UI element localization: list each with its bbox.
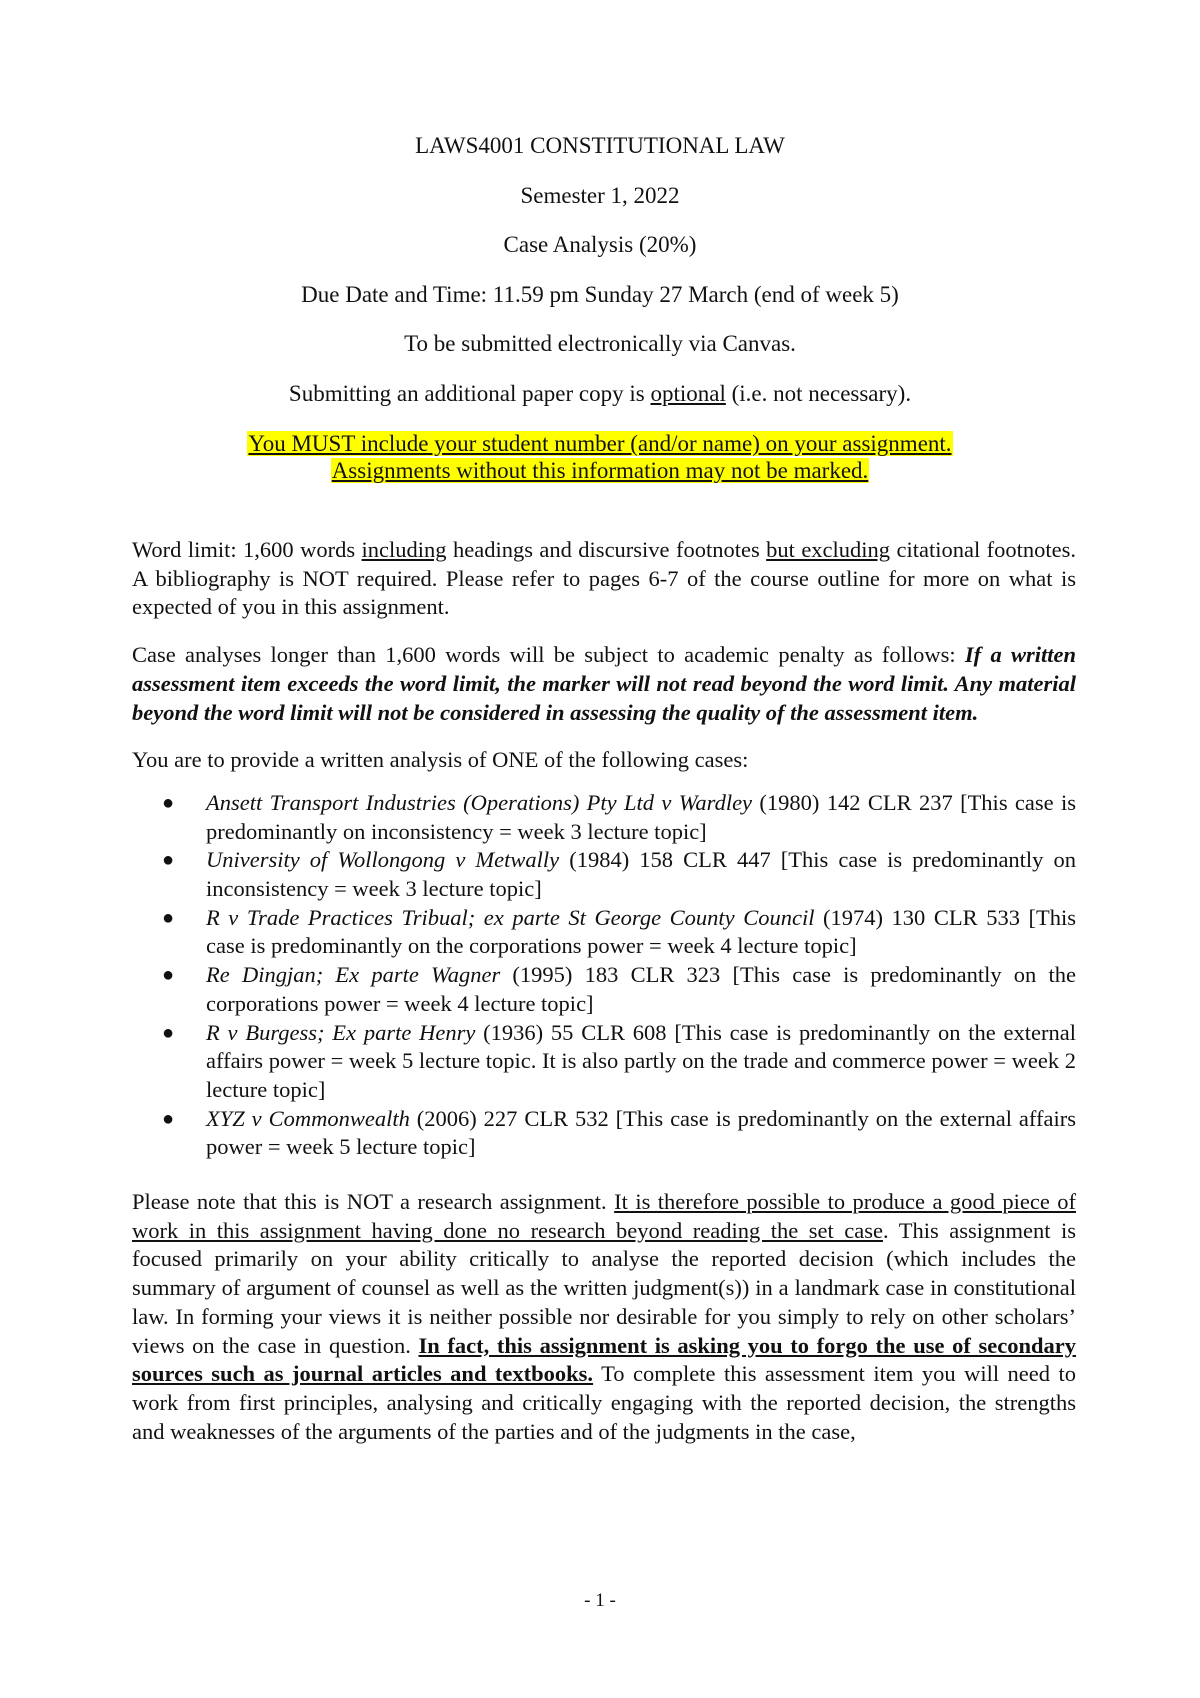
bullet-icon: ● <box>162 849 175 872</box>
document-header <box>0 132 1200 484</box>
list-item: ● University of Wollongong v Metwally (1984) 158 CLR 447 [This case is predominantly on inconsistency = week 3 lecture topic] <box>162 847 1077 902</box>
page-number: - 1 - <box>584 1590 616 1611</box>
optional-text: optional <box>650 381 726 406</box>
cases-intro: You are to provide a written analysis of ONE of the following cases: <box>132 747 749 773</box>
paper-copy-note: Submitting an additional paper copy is optional (i.e. not necessary). <box>288 381 912 406</box>
semester: Semester 1, 2022 <box>520 183 680 208</box>
list-item: ● R v Trade Practices Tribual; ex parte St George County Council (1974) 130 CLR 533 [This case is predominantly on the corporations power = week 4 lecture topic] <box>162 904 1076 959</box>
list-item: ● R v Burgess; Ex parte Henry (1936) 55 CLR 608 [This case is predominantly on the external affairs power = week 5 lecture topic. It is also partly on the trade and commerce power = week 2 lecture topic] <box>162 1019 1077 1102</box>
bullet-icon: ● <box>162 791 175 814</box>
notice-line-2: Assignments without this information may not be marked. <box>331 458 869 483</box>
list-item: ● XYZ v Commonwealth (2006) 227 CLR 532 [This case is predominantly on the external affairs power = week 5 lecture topic] <box>162 1105 1076 1160</box>
due-date: Due Date and Time: 11.59 pm Sunday 27 March (end of week 5) <box>301 282 899 307</box>
bullet-icon: ● <box>162 964 175 987</box>
bullet-icon: ● <box>162 1107 175 1130</box>
list-item: ● Re Dingjan; Ex parte Wagner (1995) 183 CLR 323 [This case is predominantly on the corporations power = week 4 lecture topic] <box>162 962 1076 1016</box>
research-note-paragraph: Please note that this is NOT a research assignment. It is therefore possible to produce a good piece of work in this assignment having done no research beyond reading the set case. This assignment is focused primarily on your ability critically to analyse the reported decision (which includes the summary of argument of counsel as well as the written judgment(s)) in a landmark case in constitutional law. In forming your views it is neither possible nor desirable for you simply to rely on other scholars’ views on the case in question. In fact, this assignment is asking you to forgo the use of secondary sources such as journal articles and textbooks. To complete this assessment item you will need to work from first principles, analysing and critically engaging with the reported decision, the strengths and weaknesses of the arguments of the parties and of the judgments in the case, <box>132 1189 1076 1444</box>
course-title: LAWS4001 CONSTITUTIONAL LAW <box>415 133 785 158</box>
penalty-rule: If a written assessment item exceeds the word limit, the marker will not read beyond the word limit. Any material beyond the word limit will not be considered in assessing the quality of the assessment item. <box>132 642 1076 725</box>
word-limit-paragraph: Word limit: 1,600 words including headings and discursive footnotes but excluding citational footnotes. A bibliography is NOT required. Please refer to pages 6-7 of the course outline for more on what is expected of you in this assignment. <box>132 537 1077 620</box>
document-body <box>132 536 1076 1465</box>
penalty-paragraph: Case analyses longer than 1,600 words will be subject to academic penalty as follows: If a written assessment item exceeds the word limit, the marker will not read beyond the word limit. Any material beyond the word limit will not be considered in assessing the quality of the assessment item. <box>132 642 1076 725</box>
bullet-icon: ● <box>162 906 175 929</box>
notice-line-1: You MUST include your student number (and/or name) on your assignment. <box>248 431 952 456</box>
list-item: ● Ansett Transport Industries (Operations) Pty Ltd v Wardley (1980) 142 CLR 237 [This case is predominantly on inconsistency = week 3 lecture topic] <box>162 789 1077 844</box>
assessment-title: Case Analysis (20%) <box>503 232 697 257</box>
highlighted-notice <box>0 430 1200 484</box>
bullet-icon: ● <box>162 1021 175 1044</box>
submission-method: To be submitted electronically via Canvas. <box>404 331 796 356</box>
case-list <box>132 789 1076 1162</box>
